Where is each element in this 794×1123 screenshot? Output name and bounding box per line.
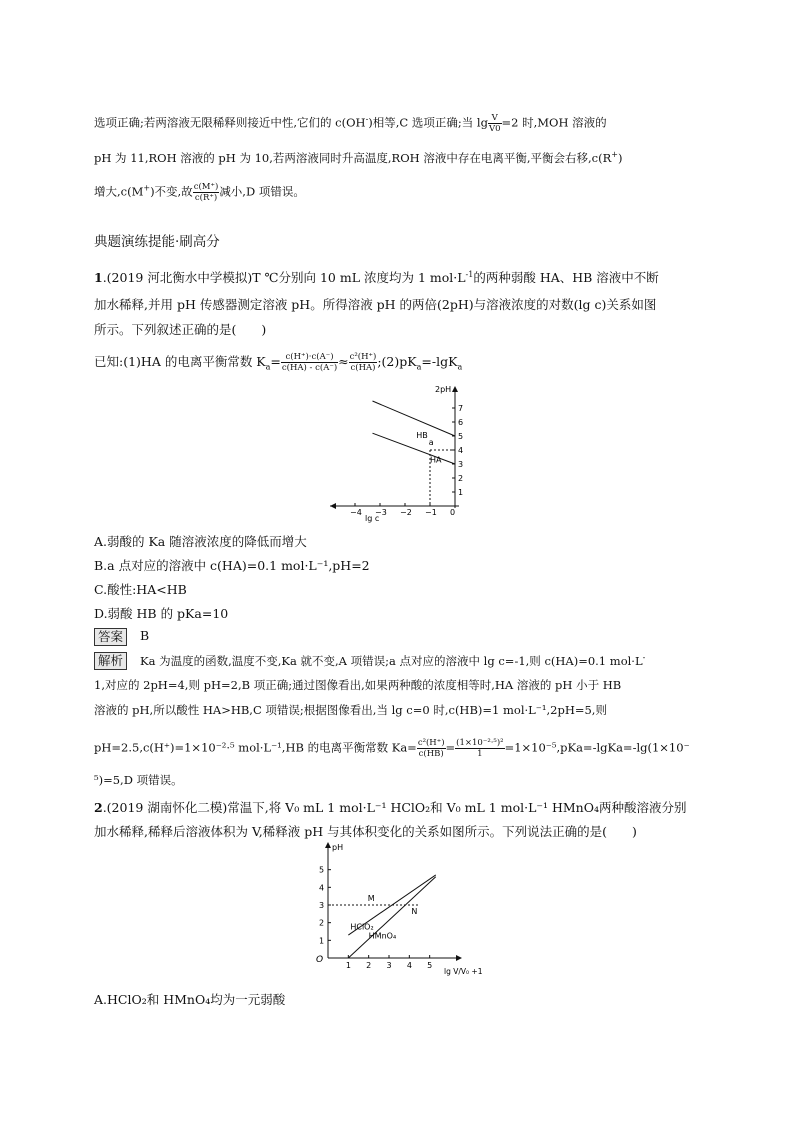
known-text: ;(2)pK xyxy=(377,354,417,369)
point-label-m: M xyxy=(367,894,375,903)
q1-line-3: 所示。下列叙述正确的是( ) xyxy=(94,322,267,337)
frac-num: V xyxy=(488,113,502,124)
q2-line-1 xyxy=(94,798,686,816)
q1-number: 1 xyxy=(94,270,103,285)
x-tick-label: 2 xyxy=(366,961,372,970)
intro-line-2: pH 为 11,ROH 溶液的 pH 为 10,若两溶液同时升高温度,ROH 溶液中存在电离平衡,平衡会右移,c(R+) xyxy=(94,150,623,165)
analysis-line-2: 1,对应的 2pH=4,则 pH=2,B 项正确;通过图像看出,如果两种酸的浓度相等时,HA 溶液的 pH 小于 HB xyxy=(94,678,622,692)
x-tick-label: −3 xyxy=(375,508,387,517)
frac-num: c(M⁺) xyxy=(193,182,219,192)
x-tick-label: −2 xyxy=(400,508,412,517)
analysis-line-3: 溶液的 pH,所以酸性 HA>HB,C 项错误;根据图像看出,当 lg c=0 时,c(HB)=1 mol·L⁻¹,2pH=5,则 xyxy=(94,703,607,717)
x-axis-label: lg V/V₀ +1 xyxy=(444,967,483,976)
y-tick-label: 1 xyxy=(458,488,464,497)
y-tick-label: 2 xyxy=(458,474,464,483)
known-text: ≈ xyxy=(338,354,349,369)
q2-text: .(2019 湖南怀化二模)常温下,将 V₀ mL 1 mol·L⁻¹ HClO₂和 V₀ mL 1 mol·L⁻¹ HMnO₄两种酸溶液分别 xyxy=(102,800,687,815)
x-tick-label: 5 xyxy=(427,961,433,970)
intro-line-3: 增大,c(M+)不变,故 $\frac{c(M^+)}{c(R^+)}$ 减小,D 项错误。 xyxy=(94,182,305,203)
y-tick-label: 5 xyxy=(319,865,325,875)
fraction xyxy=(193,182,220,203)
series-label-hclo2: HClO₂ xyxy=(350,922,374,932)
analysis-line-4 xyxy=(94,738,690,759)
q1-text: 的两种弱酸 HA、HB 溶液中不断 xyxy=(473,270,659,285)
frac-den: c(HA) xyxy=(350,363,376,373)
fraction xyxy=(417,738,446,759)
intro-line-1: 选项正确;若两溶液无限稀释则接近中性,它们的 c(OH-)相等,C 选项正确;当 lg $\frac{V}{V0}$ =2 时,MOH 溶液的 xyxy=(94,113,607,134)
intro-text: pH 为 11,ROH 溶液的 pH 为 10,若两溶液同时升高温度,ROH 溶液中存在电离平衡,平衡会右移,c(R xyxy=(94,151,612,165)
frac-den: c(HB) xyxy=(418,749,444,759)
x-tick-label: 3 xyxy=(386,961,392,970)
y-tick-label: 3 xyxy=(319,901,325,910)
q1-option-c[interactable]: C.酸性:HA<HB xyxy=(94,582,187,597)
intro-text: =2 时,MOH 溶液的 xyxy=(501,115,607,130)
known-text: 已知:(1)HA 的电离平衡常数 K xyxy=(94,354,266,369)
fraction xyxy=(455,738,504,759)
series-line-1 xyxy=(373,433,456,464)
series-line-1 xyxy=(348,877,435,958)
q1-option-b[interactable]: B.a 点对应的溶液中 c(HA)=0.1 mol·L⁻¹,pH=2 xyxy=(94,558,370,573)
point-label-n: N xyxy=(411,907,418,916)
fraction xyxy=(281,352,338,373)
intro-text: 减小,D 项错误。 xyxy=(219,184,305,199)
x-tick-label: −1 xyxy=(425,508,437,517)
q1-text: .(2019 河北衡水中学模拟)T ℃分别向 10 mL 浓度均为 1 mol·L xyxy=(102,270,466,285)
q1-line-1: 1.(2019 河北衡水中学模拟)T ℃分别向 10 mL 浓度均为 1 $mol\cdot L^{-1}$的两种弱酸 HA、HB 溶液中不断 xyxy=(94,269,659,285)
x-tick-label: 1 xyxy=(345,961,351,970)
frac-den: c(HA) - c(A⁻) xyxy=(281,363,338,373)
intro-text: 增大,c(M xyxy=(94,184,144,199)
answer-value: B xyxy=(140,628,150,643)
q2-number: 2 xyxy=(94,800,103,815)
q1-option-a[interactable]: A.弱酸的 Ka 随溶液浓度的降低而增大 xyxy=(94,534,307,549)
intro-text: )不变,故 xyxy=(150,184,193,199)
q1-option-d[interactable]: D.弱酸 HB 的 pKa=10 xyxy=(94,606,229,621)
intro-text: 选项正确;若两溶液无限稀释则接近中性,它们的 c(OH xyxy=(94,115,366,130)
analysis-text: = xyxy=(445,740,456,755)
origin-label: O xyxy=(316,955,324,965)
fraction xyxy=(488,113,502,134)
frac-den: 1 xyxy=(477,749,483,759)
frac-den: V0 xyxy=(488,124,501,134)
y-tick-label: 4 xyxy=(458,446,464,455)
x-axis-arrow xyxy=(456,955,462,961)
x-axis-arrow xyxy=(330,503,336,509)
frac-num: (1×10⁻²·⁵)² xyxy=(456,738,504,748)
y-axis-label: 2pH xyxy=(435,385,452,394)
x-tick-label: 4 xyxy=(406,961,412,970)
chart-2pH-vs-lgc xyxy=(320,384,480,526)
q2-option-a[interactable]: A.HClO₂和 HMnO₄均为一元弱酸 xyxy=(94,992,286,1007)
y-axis-arrow xyxy=(325,842,331,848)
frac-num: c(H⁺)·c(A⁻) xyxy=(281,352,338,363)
frac-num: c²(H⁺) xyxy=(349,352,377,362)
point-label-a: a xyxy=(428,438,434,448)
q1-line-2: 加水稀释,并用 pH 传感器测定溶液 pH。所得溶液 pH 的两倍(2pH)与溶液浓度的对数(lg c)关系如图 xyxy=(94,297,657,312)
y-tick-label: 4 xyxy=(319,883,325,893)
chart-pH-vs-volume xyxy=(300,838,500,986)
y-tick-label: 3 xyxy=(458,460,464,469)
intro-text: )相等,C 选项正确;当 lg xyxy=(368,115,488,130)
analysis-text: =1×10⁻⁵,pKa=-lgKa=-lg(1×10⁻ xyxy=(504,740,690,755)
y-tick-label: 1 xyxy=(319,936,325,946)
analysis-tag: 解析 xyxy=(94,652,127,670)
analysis-text: Ka 为温度的函数,温度不变,Ka 就不变,A 项错误;a 点对应的溶液中 lg c=-1,则 c(HA)=0.1 mol·L xyxy=(140,654,643,668)
frac-den: c(R⁺) xyxy=(194,193,218,203)
y-tick-label: 5 xyxy=(458,432,464,441)
answer-tag: 答案 xyxy=(94,628,127,646)
y-tick-label: 6 xyxy=(458,418,464,427)
analysis-sup: - xyxy=(642,653,646,663)
y-axis-arrow xyxy=(452,386,458,392)
known-text: =-lgK xyxy=(421,354,458,369)
q2-line-2: 加水稀释,稀释后溶液体积为 V,稀释液 pH 与其体积变化的关系如图所示。下列说法正确的是( ) xyxy=(94,824,637,839)
x-tick-label: 0 xyxy=(450,508,456,517)
x-tick-label: −4 xyxy=(350,508,362,517)
y-axis-label: pH xyxy=(332,843,344,852)
section-title: 典题演练提能·刷高分 xyxy=(94,234,220,250)
chart1-group xyxy=(330,385,463,523)
q1-known: 已知:(1)HA 的电离平衡常数 $K_a=$ $\frac{c(H^+)\cdot c(A^-)}{c(HA) - c(A^-)}$ ≈ $\frac{\text{c²(H⁺)}}{c(HA)}$ $;(2)pK_a=-\lg K_a$ xyxy=(94,352,463,373)
y-tick-label: 2 xyxy=(319,918,325,928)
analysis-line-1 xyxy=(140,653,645,669)
fraction xyxy=(349,352,378,373)
series-line-0 xyxy=(373,401,456,436)
y-tick-label: 7 xyxy=(458,404,464,413)
series-label-hmno4: HMnO₄ xyxy=(368,931,397,941)
series-label-hb: HB xyxy=(416,431,428,441)
x-axis-label: lg c xyxy=(365,514,380,523)
intro-text: ) xyxy=(617,151,623,165)
chart2-group xyxy=(316,842,483,976)
frac-num: c²(H⁺) xyxy=(417,738,445,748)
known-text: = xyxy=(270,354,281,369)
series-label-ha: HA xyxy=(430,455,442,465)
analysis-text: pH=2.5,c(H⁺)=1×10⁻²·⁵ mol·L⁻¹,HB 的电离平衡常数 Ka= xyxy=(94,740,417,755)
analysis-line-5: ⁵)=5,D 项错误。 xyxy=(94,773,183,787)
